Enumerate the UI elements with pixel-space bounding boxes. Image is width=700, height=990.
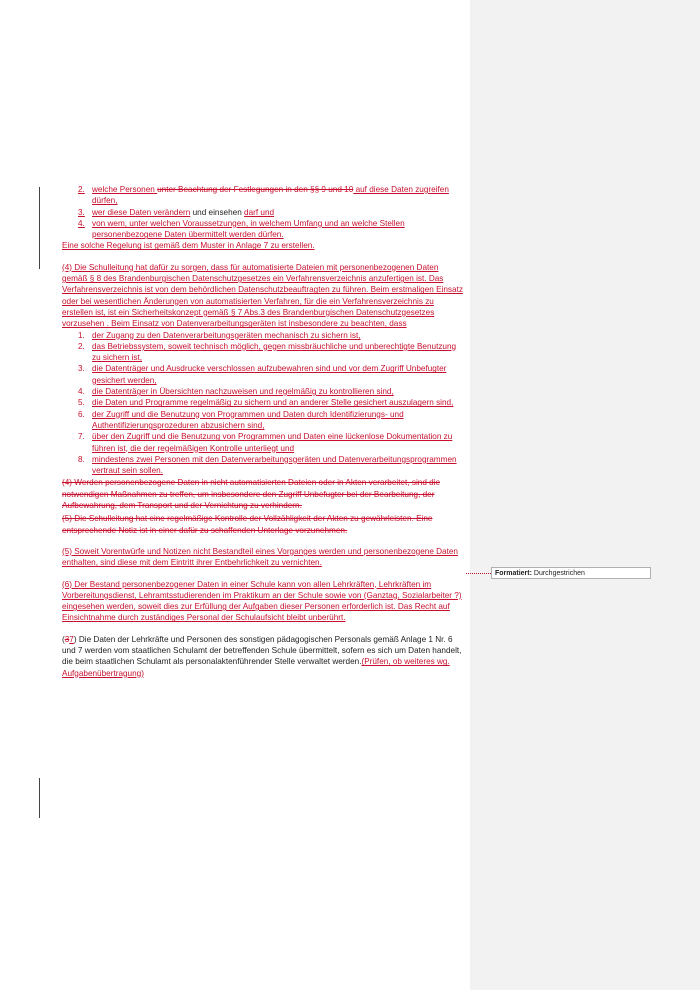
list-item: 3. wer diese Daten verändern und einsehen darf und <box>78 207 275 217</box>
list-item: 1. der Zugang zu den Datenverarbeitungsgeräten mechanisch zu sichern ist, <box>78 330 361 340</box>
list-item: 4. von wem, unter welchen Voraussetzungen, in welchem Umfang und an welche Stellen personenbezogene Daten übermittelt werden dürfen. <box>78 218 405 240</box>
format-comment[interactable]: Formatiert: Durchgestrichen <box>491 567 651 579</box>
list-item: 3. die Datenträger und Ausdrucke verschlossen aufzubewahren sind und vor dem Zugriff Unbefugter gesichert werden, <box>78 364 447 385</box>
permission-list <box>62 184 466 240</box>
list-item: 5. die Daten und Programme regelmäßig zu sichern und an anderer Stelle gesichert auszulagern sind, <box>78 398 454 408</box>
paragraph-4: (4) Die Schulleitung hat dafür zu sorgen, dass für automatisierte Dateien mit personenbezogenen Daten gemäß § 8 des Brandenburgischen Datenschutzgesetzes ein Verfahrensverzeichnis anzufertigen ist. Das Verfahrensverzeichnis ist von dem behördlichen Datenschutzbeauftragten zu führen. Beim erstmaligen Einsatz oder bei wesentlichen Änderungen von automatisierten Verfahren, für die ein Verfahrensverzeichnis zu erstellen ist, ist ein Sicherheitskonzept gemäß § 7 Abs.3 des Brandenburgischen Datenschutzgesetzes vorzusehen . Beim Einsatz von Datenverarbeitungsgeräten ist insbesondere zu beachten, dass <box>62 262 463 329</box>
change-bar <box>39 778 40 818</box>
review-note: (Prüfen, ob weiteres wg. Aufgabenübertragung) <box>62 657 450 678</box>
change-bar <box>39 187 40 269</box>
list-item: 6. der Zugriff und die Benutzung von Programmen und Daten durch Identifizierungs- und Authentifizierungsprozeduren abzusichern sind, <box>78 409 404 430</box>
list-item: 4. die Datenträger in Übersichten nachzuweisen und regelmäßig zu kontrollieren sind, <box>78 387 394 397</box>
paragraph-5: (5) Soweit Vorentwürfe und Notizen nicht Bestandteil eines Vorganges werden und personenbezogene Daten enthalten, sind diese mit dem Eintritt ihrer Entbehrlichkeit zu vernichten. <box>62 546 458 568</box>
deleted-paragraph-4: (4) Werden personenbezogene Daten in nicht automatisierten Dateien oder in Akten verarbeitet, sind die notwendigen Maßnahmen zu treffen, um insbesondere den Zugriff Unbefugter bei der Bearbeitung, der Aufbewahrung, dem Transport und der Vernichtung zu verhindern. <box>62 478 441 511</box>
deleted-paragraph-5: (5) Die Schulleitung hat eine regelmäßige Kontrolle der Vollzähligkeit der Akten zu gewährleisten. Eine entsprechende Notiz ist in einer dafür zu schaffenden Unterlage vorzunehmen. <box>62 514 433 535</box>
list-item: 2. welche Personen unter Beachtung der Festlegungen in den §§ 9 und 10 auf diese Daten zugreifen dürfen, <box>78 185 449 206</box>
list-item: 8. mindestens zwei Personen mit den Datenverarbeitungsgeräten und Datenverarbeitungsprogrammen vertraut sein sollen. <box>78 454 457 476</box>
paragraph-regelung: Eine solche Regelung ist gemäß dem Muster in Anlage 7 zu erstellen. <box>62 241 315 251</box>
list-item: 2. das Betriebssystem, soweit technisch möglich, gegen missbräuchliche und unberechtigte Benutzung zu sichern ist, <box>78 341 457 363</box>
measures-list <box>62 330 466 477</box>
comment-connector <box>466 573 491 574</box>
document-body <box>62 184 466 679</box>
list-item: 7. über den Zugriff und die Benutzung von Programmen und Daten eine lückenlose Dokumentation zu führen ist, die der regelmäßigen Kontrolle unterliegt und <box>78 432 453 453</box>
paragraph-6: (6) Der Bestand personenbezogener Daten in einer Schule kann von allen Lehrkräften, Lehrkräften im Vorbereitungsdienst, Lehramtsstudierenden im Praktikum an der Schule sowie von (Ganztag, Sozialarbeiter ?) eingesehen werden, soweit dies zur Erfüllung der Aufgaben dieser Personen erforderlich ist. Das Recht auf Einsichtnahme durch zuständiges Personal der Schulaufsicht bleibt unberührt. <box>62 579 462 623</box>
comment-sidebar <box>470 0 700 990</box>
paragraph-7: (37) Die Daten der Lehrkräfte und Personen des sonstigen pädagogischen Personals gemäß Anlage 1 Nr. 6 und 7 werden vom staatlichen Schulamt der betreffenden Schule übermittelt, sofern es sich um Daten handelt, die beim staatlichen Schulamt als personalaktenführender Stelle verwaltet werden.(Prüfen, ob weiteres wg. Aufgabenübertragung) <box>62 634 462 678</box>
